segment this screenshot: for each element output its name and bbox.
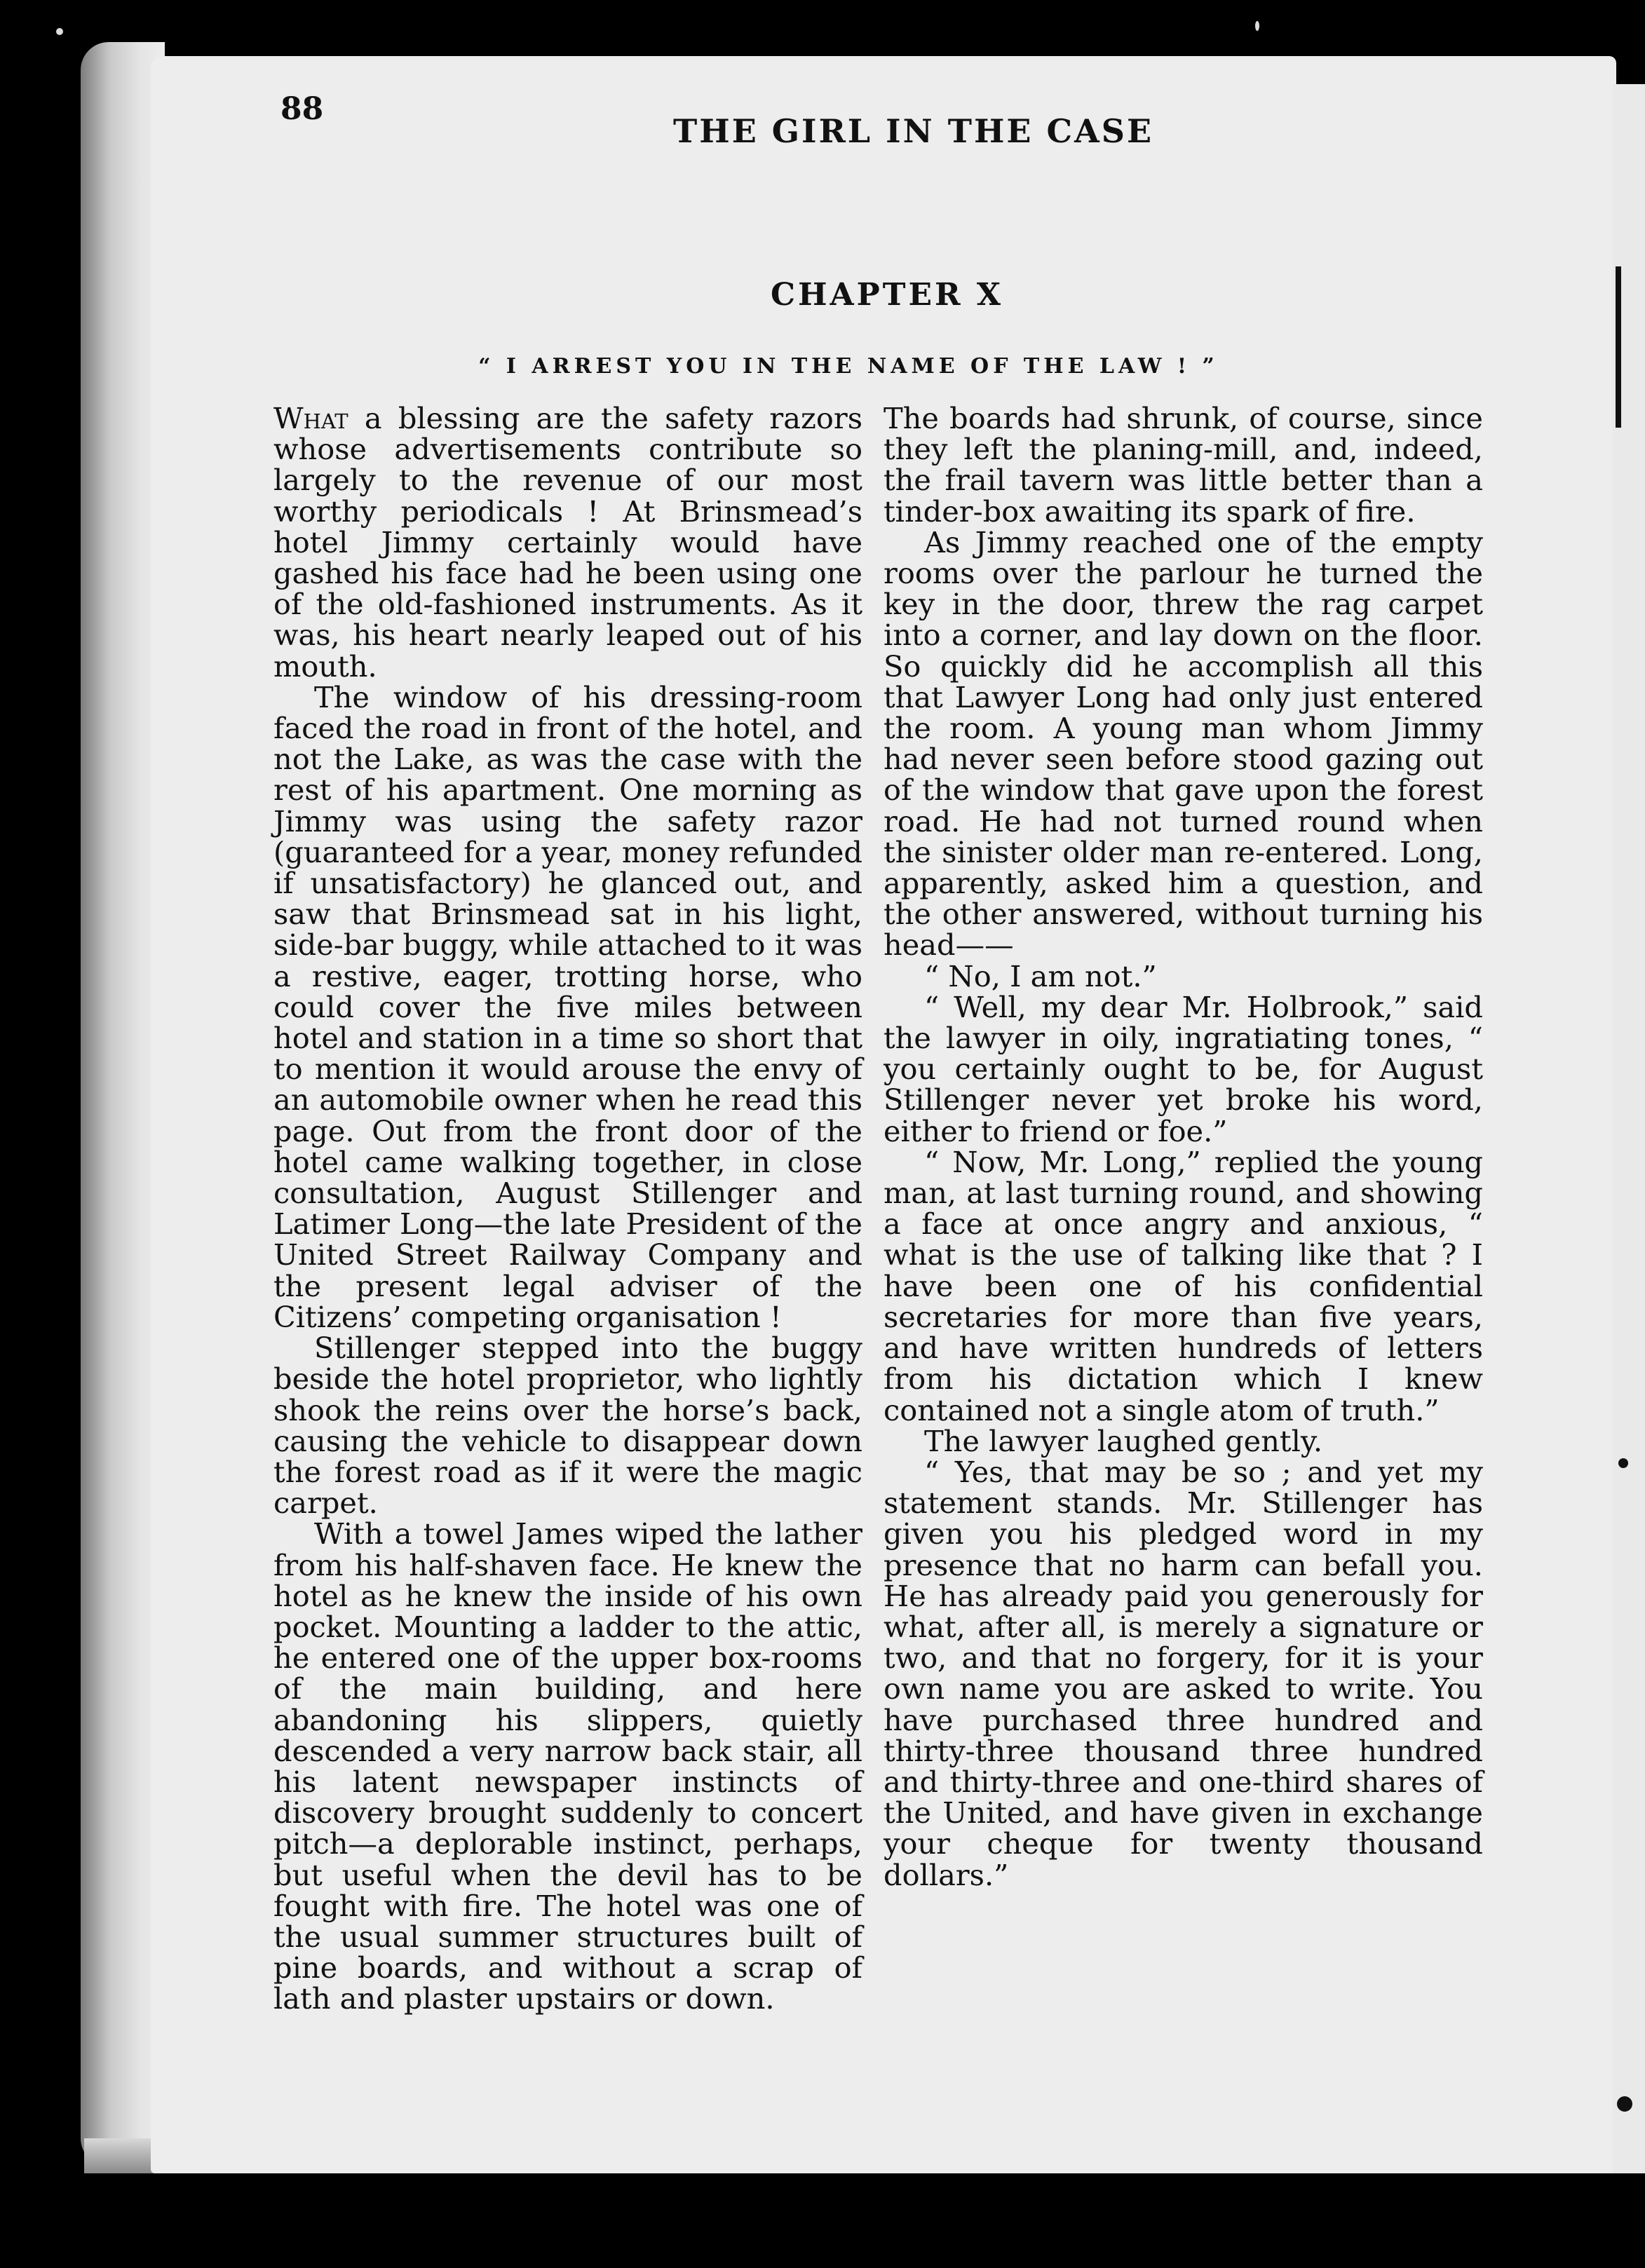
paragraph: Stillenger stepped into the buggy beside the hotel proprietor, who lightly shook the reins over the horse’s back, causing the vehicle to disappear down the forest road as if it were the magic carpet. <box>273 1331 862 1521</box>
chapter-number: CHAPTER X <box>770 277 1004 313</box>
facing-page-mark <box>1618 1458 1628 1468</box>
paragraph: “ Now, Mr. Long,” replied the young man, at last turning round, and showing a face at once angry and anxious, “ what is the use of talking like that ? I have been one of his confidential secretaries for more than five years, and have written hundreds of letters from his dictation which I knew contained not a single atom of truth.” <box>884 1144 1483 1427</box>
paragraph: As Jimmy reached one of the empty rooms over the parlour he turned the key in the door, threw the rag carpet into a corner, and lay down on the floor. So quickly did he accomplish all this that Lawyer Long had only just entered the room. A young man whom Jimmy had never seen before stood gazing out of the window that gave upon the forest road. He had not turned round when the sinister older man re-entered. Long, apparently, asked him a question, and the other answered, without turning his head—— <box>884 524 1483 963</box>
paragraph <box>273 403 862 682</box>
paragraph: “ Well, my dear Mr. Holbrook,” said the lawyer in oily, ingratiating tones, “ you certainly ought to be, for August Stillenger never yet broke his word, either to friend or foe.” <box>884 989 1483 1148</box>
running-head: THE GIRL IN THE CASE <box>673 112 1154 150</box>
paragraph: With a towel James wiped the lather from his half-shaven face. He knew the hotel as he knew the inside of his own pocket. Mounting a ladder to the attic, he entered one of the upper box-rooms of the main building, and here abandoning his slippers, quietly descended a very narrow back stair, all his latent newspaper instincts of discovery brought suddenly to concert pitch—a deplorable instinct, perhaps, but useful when the devil has to be fought with fire. The hotel was one of the usual summer structures built of pine boards, and without a scrap of lath and plaster upstairs or down. <box>273 1516 862 2016</box>
chapter-title: “ I ARREST YOU IN THE NAME OF THE LAW ! ” <box>478 354 1219 379</box>
facing-page-edge <box>1613 84 1645 2173</box>
scan-speck <box>1255 21 1259 31</box>
paragraph: “ Yes, that may be so ; and yet my statement stands. Mr. Stillenger has given you his pledged word in my presence that no harm can befall you. He has already paid you generously for what, after all, is merely a signature or two, and that no forgery, for it is your own name you are asked to write. You have purchased three hundred and thirty-three thousand three hundred and thirty-three and one-third shares of the United, and have given in exchange your cheque for twenty thousand dollars.” <box>884 1454 1483 1892</box>
facing-page-mark <box>1617 2096 1632 2112</box>
page-number: 88 <box>280 91 324 127</box>
paragraph: The boards had shrunk, of course, since they left the planing-mill, and, indeed, the frail tavern was little better than a tinder-box awaiting its spark of fire. <box>884 401 1483 529</box>
paragraph: The window of his dressing-room faced the road in front of the hotel, and not the Lake, as was the case with the rest of his apartment. One morning as Jimmy was using the safety razor (guaranteed for a year, money refunded if unsatisfactory) he glanced out, and saw that Brinsmead sat in his light, side-bar buggy, while attached to it was a restive, eager, trotting horse, who could cover the five miles between hotel and station in a time so short that to mention it would arouse the envy of an automobile owner when he read this page. Out from the front door of the hotel came walking together, in close consultation, August Stillenger and Latimer Long—the late President of the United Street Railway Company and the present legal adviser of the Citizens’ competing organisation ! <box>273 679 862 1334</box>
text-column-right <box>884 403 1483 1891</box>
scan-speck <box>56 28 63 35</box>
paragraph-text: a blessing are the safety razors whose advertisements contribute so largely to the revenue of our most worthy periodicals ! At Brinsmead’s hotel Jimmy certainly would have gashed his face had he been using one of the old-fashioned instruments. As it was, his heart nearly leaped out of his mouth. <box>273 401 862 684</box>
paragraph: “ No, I am not.” <box>924 958 1157 993</box>
text-column-left <box>273 403 862 2015</box>
drop-word: What <box>273 401 348 435</box>
paragraph: The lawyer laughed gently. <box>924 1423 1323 1458</box>
